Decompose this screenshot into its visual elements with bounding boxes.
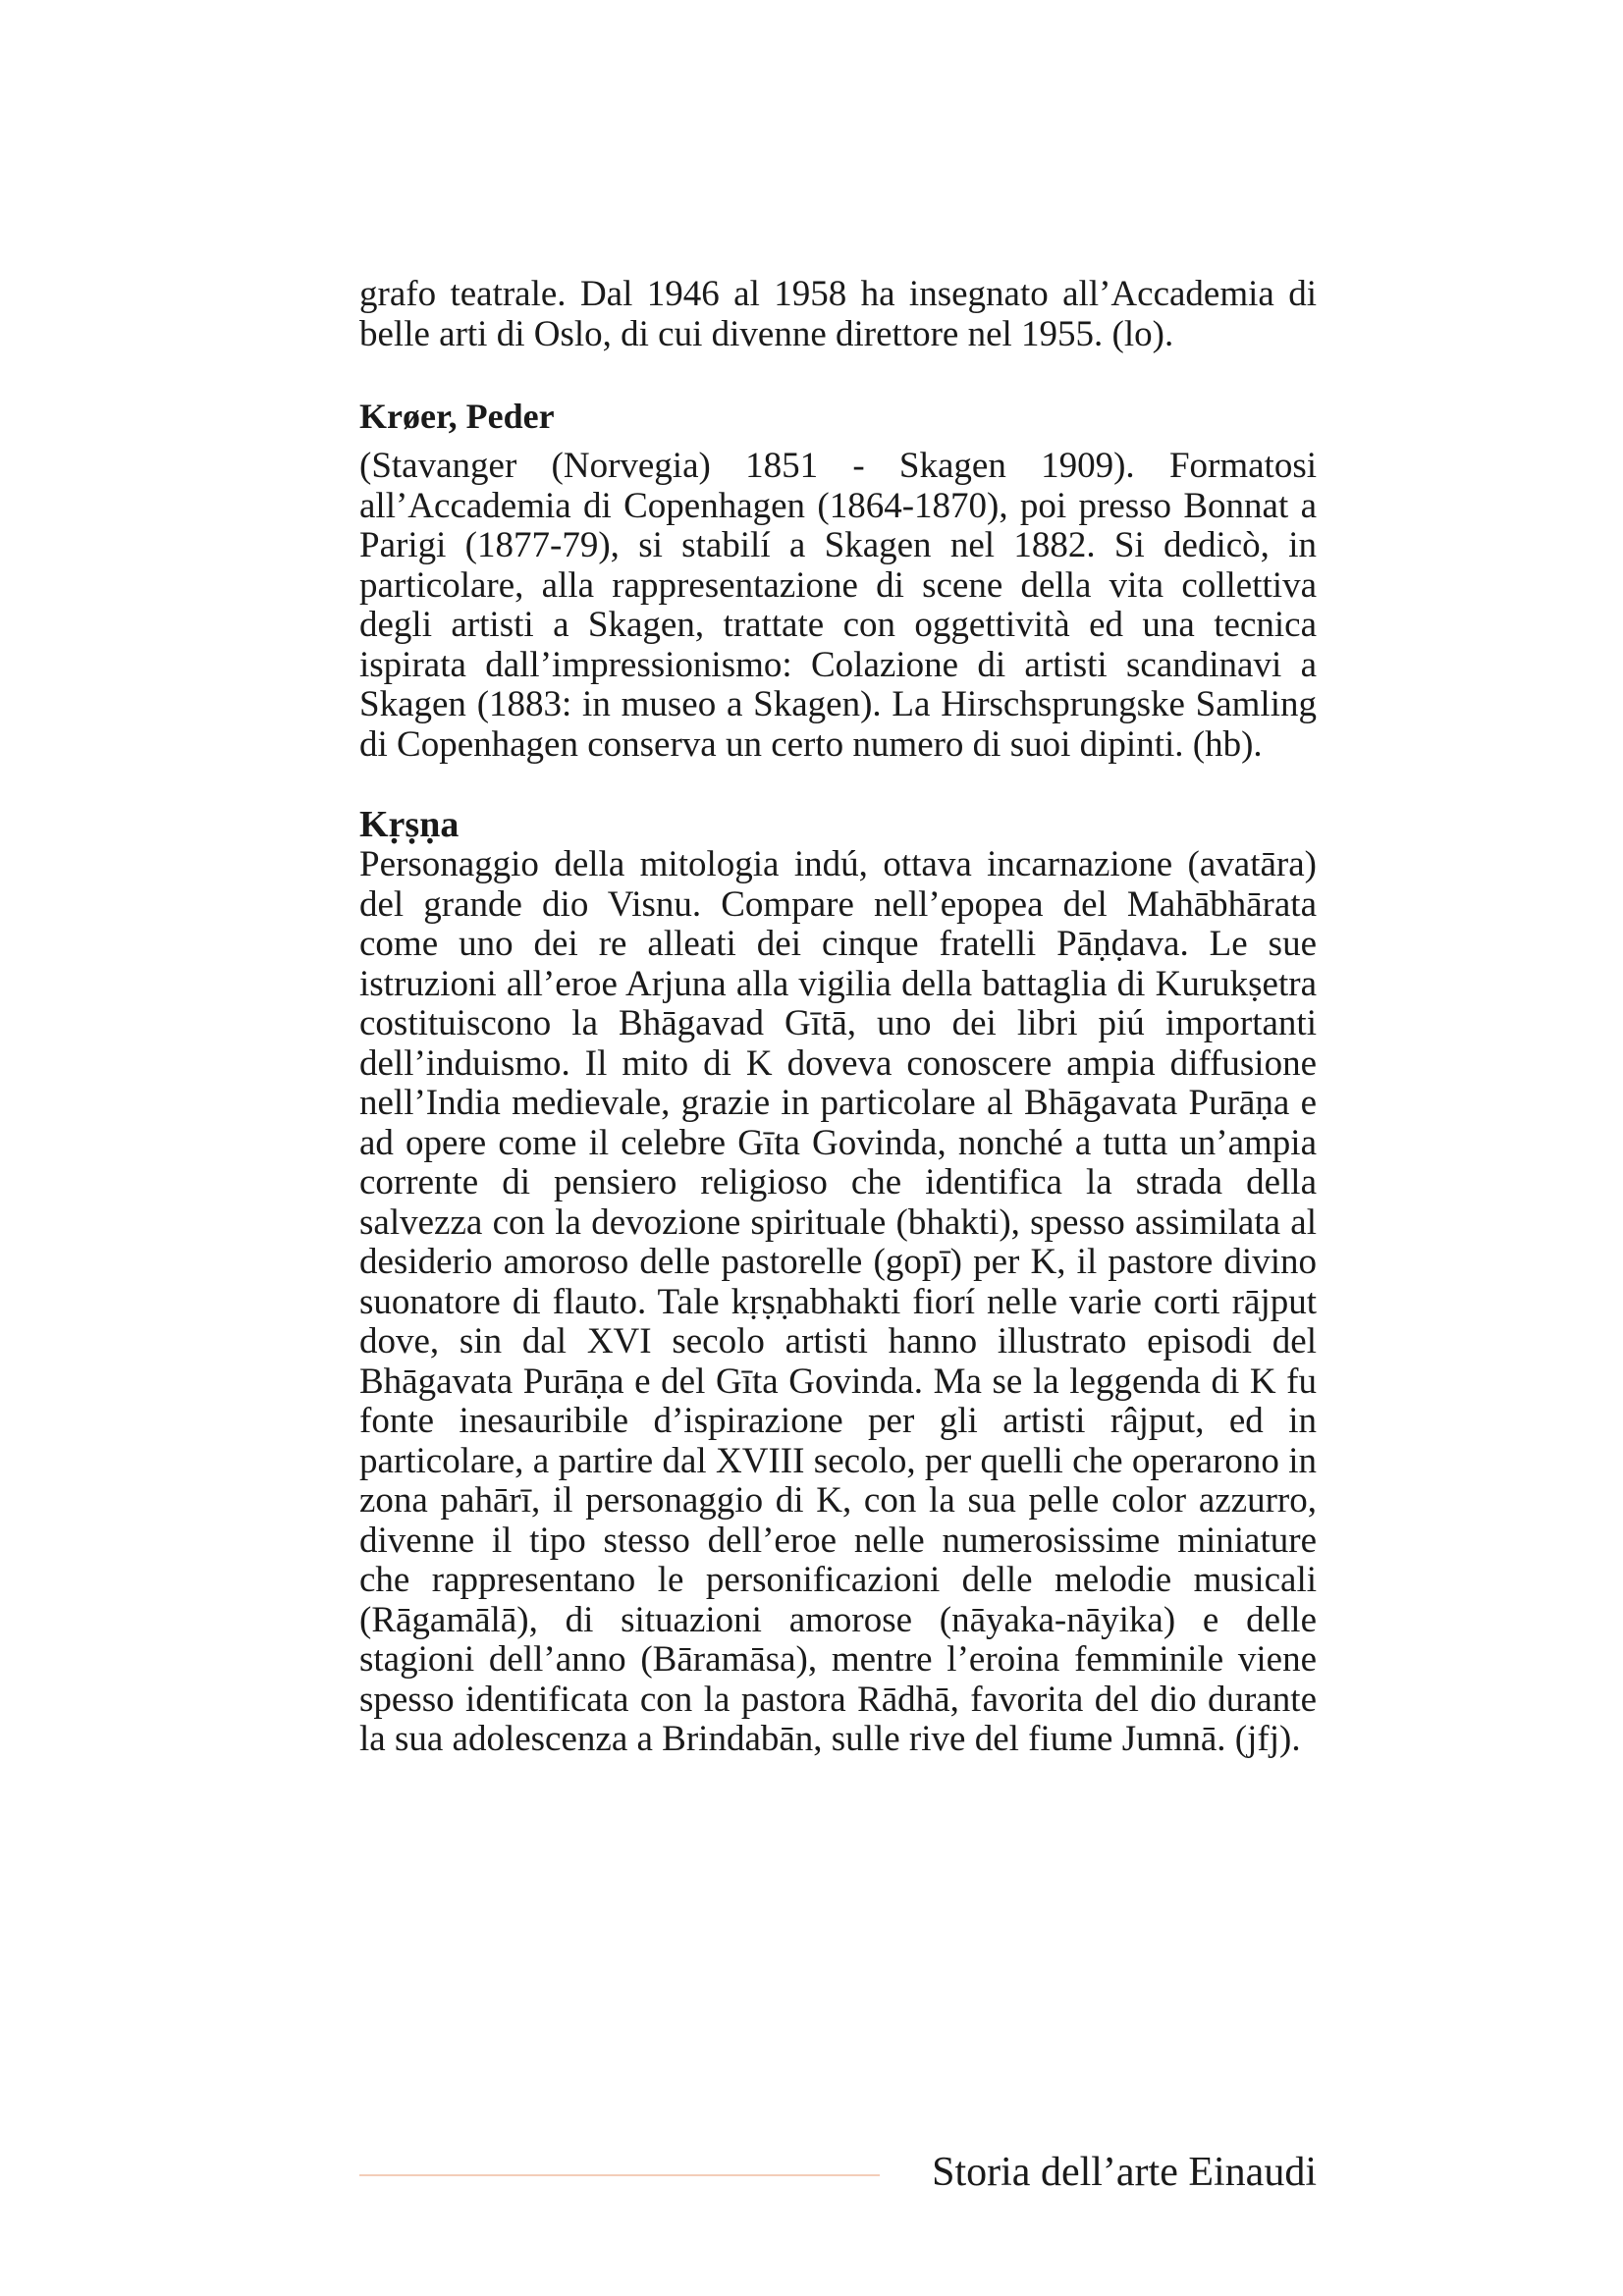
spacer <box>359 354 1317 396</box>
spacer <box>359 765 1317 804</box>
entry-body-kroer: (Stavanger (Norvegia) 1851 - Skagen 1909). Formatosi all’Accademia di Copenhagen (1864-1870), poi presso Bonnat a Parigi (1877-79), si stabilí a Skagen nel 1882. Si dedicò, in particolare, alla rappresentazione di scene della vita collettiva degli artisti a Skagen, trattate con oggettività ed una tecnica ispirata dall’impressionismo: Colazione di artisti scandinavi a Skagen (1883: in museo a Skagen). La Hirschsprungske Samling di Copenhagen conserva un certo numero di suoi dipinti. (hb). <box>359 446 1317 765</box>
entry-body-krsna: Personaggio della mitologia indú, ottava incarnazione (avatāra) del grande dio Visnu. Compare nell’epopea del Mahābhārata come uno dei re alleati dei cinque fratelli Pāṇḍava. Le sue istruzioni all’eroe Arjuna alla vigilia della battaglia di Kurukṣetra costituiscono la Bhāgavad Gītā, uno dei libri piú importanti dell’induismo. Il mito di K doveva conoscere ampia diffusione nell’India medievale, grazie in particolare al Bhāgavata Purāṇa e ad opere come il celebre Gīta Govinda, nonché a tutta un’ampia corrente di pensiero religioso che identifica la strada della salvezza con la devozione spirituale (bhakti), spesso assimilata al desiderio amoroso delle pastorelle (gopī) per K, il pastore divino suonatore di flauto. Tale kṛṣṇabhakti fiorí nelle varie corti rājput dove, sin dal XVI secolo artisti hanno illustrato episodi del Bhāgavata Purāṇa e del Gīta Govinda. Ma se la leggenda di K fu fonte inesauribile d’ispirazione per gli artisti râjput, ed in particolare, a partire dal XVIII secolo, per quelli che operarono in zona pahārī, il personaggio di K, con la sua pelle color azzurro, divenne il tipo stesso dell’eroe nelle numerosissime miniature che rappresentano le personificazioni delle melodie musicali (Rāgamālā), di situazioni amorose (nāyaka-nāyika) e delle stagioni dell’anno (Bāramāsa), mentre l’eroina femminile viene spesso identificata con la pastora Rādhā, favorita del dio durante la sua adolescenza a Brindabān, sulle rive del fiume Jumnā. (jfj). <box>359 844 1317 1759</box>
entry-title-krsna: Kṛṣṇa <box>359 804 460 845</box>
footer-publication-title: Storia dell’arte Einaudi <box>932 2150 1317 2195</box>
entry-title-kroer: Krøer, Peder <box>359 397 555 436</box>
entry-continuation-body: grafo teatrale. Dal 1946 al 1958 ha insegnato all’Accademia di belle arti di Oslo, di cui divenne direttore nel 1955. (lo). <box>359 275 1317 354</box>
footer-rule <box>359 2174 880 2176</box>
text-column <box>359 275 1317 2022</box>
